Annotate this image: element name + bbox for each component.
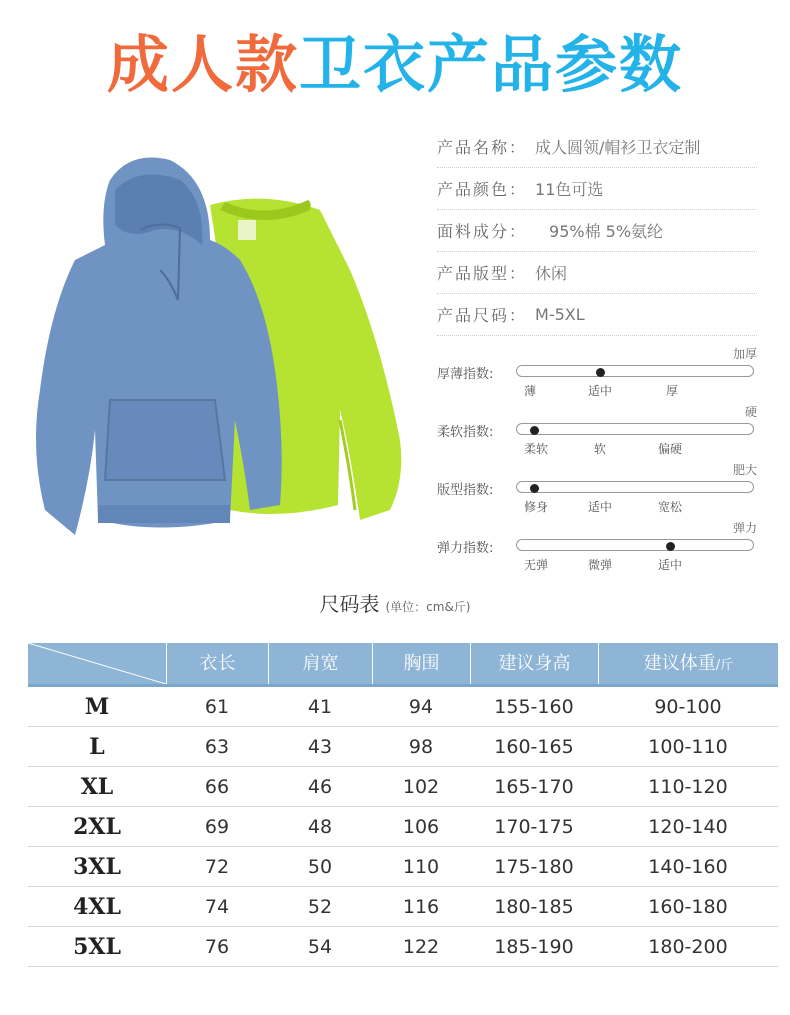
table-body <box>28 687 778 967</box>
index-tick: 软 <box>594 442 607 456</box>
cell-size: 3XL <box>73 854 121 880</box>
cell-height: 160-165 <box>494 736 574 758</box>
cell-chest: 110 <box>402 856 440 878</box>
index-label: 柔软指数: <box>437 425 494 440</box>
cell-shoulder: 41 <box>307 696 333 718</box>
index-max-label: 加厚 <box>732 347 757 361</box>
info-row-fit <box>437 252 757 294</box>
cell-shoulder: 46 <box>307 776 333 798</box>
header-length: 衣长 <box>166 643 268 684</box>
info-label: 产品名称： <box>437 138 528 157</box>
index-marker <box>530 426 539 435</box>
index-label: 版型指数: <box>437 483 494 498</box>
cell-height: 180-185 <box>494 896 574 918</box>
info-value: 95%棉 5%氨纶 <box>549 222 664 241</box>
info-row-fabric <box>437 210 757 252</box>
cell-length: 74 <box>204 896 230 918</box>
size-chart-unit: (单位：cm&斤) <box>385 600 471 614</box>
info-label: 产品尺码： <box>437 306 528 325</box>
table-row <box>28 927 778 967</box>
cell-length: 66 <box>204 776 230 798</box>
cell-shoulder: 43 <box>307 736 333 758</box>
cell-height: 170-175 <box>494 816 574 838</box>
info-row-name <box>437 126 757 168</box>
cell-length: 72 <box>204 856 230 878</box>
info-label: 产品版型： <box>437 264 528 283</box>
index-track <box>516 423 754 435</box>
cell-weight: 140-160 <box>648 856 728 878</box>
index-label: 弹力指数: <box>437 541 494 556</box>
table-row <box>28 807 778 847</box>
cell-weight: 160-180 <box>648 896 728 918</box>
header-weight-label: 建议体重 <box>643 653 716 674</box>
size-table <box>28 643 778 967</box>
cell-height: 185-190 <box>494 936 574 958</box>
index-track <box>516 481 754 493</box>
index-tick: 适中 <box>658 558 683 572</box>
size-chart-title <box>0 588 790 617</box>
title-adult: 成人款 <box>106 28 299 101</box>
header-weight-unit: /斤 <box>715 658 734 673</box>
info-row-color <box>437 168 757 210</box>
index-track <box>516 539 754 551</box>
cell-weight: 110-120 <box>648 776 728 798</box>
cell-size: 4XL <box>73 894 121 920</box>
product-image <box>20 150 410 550</box>
index-tick: 适中 <box>588 500 613 514</box>
table-row <box>28 847 778 887</box>
cell-shoulder: 48 <box>307 816 333 838</box>
fabric-indices <box>437 345 767 577</box>
table-row <box>28 767 778 807</box>
cell-shoulder: 50 <box>307 856 333 878</box>
index-tick: 厚 <box>666 384 679 398</box>
info-label: 产品颜色： <box>437 180 528 199</box>
index-max-label: 弹力 <box>732 521 757 535</box>
page-title <box>0 20 790 110</box>
cell-shoulder: 54 <box>307 936 333 958</box>
index-marker <box>596 368 605 377</box>
title-hoodie-params: 卫衣产品参数 <box>299 28 684 101</box>
header-chest: 胸围 <box>372 643 470 684</box>
index-softness <box>437 403 767 461</box>
cell-weight: 100-110 <box>648 736 728 758</box>
info-value: M-5XL <box>535 305 585 324</box>
index-label: 厚薄指数: <box>437 367 494 382</box>
index-tick: 柔软 <box>524 442 549 456</box>
cell-chest: 102 <box>402 776 440 798</box>
index-tick: 薄 <box>524 384 537 398</box>
cell-chest: 98 <box>408 736 434 758</box>
info-value: 11色可选 <box>535 180 604 199</box>
table-row <box>28 687 778 727</box>
info-value: 成人圆领/帽衫卫衣定制 <box>535 138 701 157</box>
table-row <box>28 727 778 767</box>
index-thickness <box>437 345 767 403</box>
cell-size: XL <box>80 774 114 800</box>
index-tick: 修身 <box>524 500 549 514</box>
cell-chest: 122 <box>402 936 440 958</box>
index-elasticity <box>437 519 767 577</box>
cell-weight: 180-200 <box>648 936 728 958</box>
cell-weight: 90-100 <box>654 696 722 718</box>
table-header <box>28 643 778 687</box>
cell-weight: 120-140 <box>648 816 728 838</box>
cell-length: 63 <box>204 736 230 758</box>
cell-size: L <box>89 734 105 760</box>
table-row <box>28 887 778 927</box>
cell-length: 76 <box>204 936 230 958</box>
header-height: 建议身高 <box>470 643 598 684</box>
index-marker <box>530 484 539 493</box>
info-value: 休闲 <box>535 264 568 283</box>
index-marker <box>666 542 675 551</box>
index-max-label: 硬 <box>744 405 757 419</box>
cell-chest: 106 <box>402 816 440 838</box>
size-chart-heading: 尺码表 <box>319 592 380 616</box>
cell-size: M <box>84 694 110 720</box>
header-weight <box>598 643 778 684</box>
index-track <box>516 365 754 377</box>
cell-height: 155-160 <box>494 696 574 718</box>
index-tick: 宽松 <box>658 500 683 514</box>
cell-shoulder: 52 <box>307 896 333 918</box>
cell-chest: 116 <box>402 896 440 918</box>
diagonal-corner <box>28 643 166 684</box>
index-fit <box>437 461 767 519</box>
cell-length: 61 <box>204 696 230 718</box>
info-row-size <box>437 294 757 336</box>
header-shoulder: 肩宽 <box>268 643 372 684</box>
index-tick: 微弹 <box>588 558 613 572</box>
cell-length: 69 <box>204 816 230 838</box>
product-info-list <box>437 126 757 336</box>
cell-height: 165-170 <box>494 776 574 798</box>
cell-size: 5XL <box>73 934 121 960</box>
info-label: 面料成分： <box>437 222 528 241</box>
index-tick: 无弹 <box>524 558 549 572</box>
cell-height: 175-180 <box>494 856 574 878</box>
cell-size: 2XL <box>73 814 121 840</box>
index-tick: 偏硬 <box>658 442 683 456</box>
cell-chest: 94 <box>408 696 434 718</box>
index-tick: 适中 <box>588 384 613 398</box>
index-max-label: 肥大 <box>732 463 757 477</box>
